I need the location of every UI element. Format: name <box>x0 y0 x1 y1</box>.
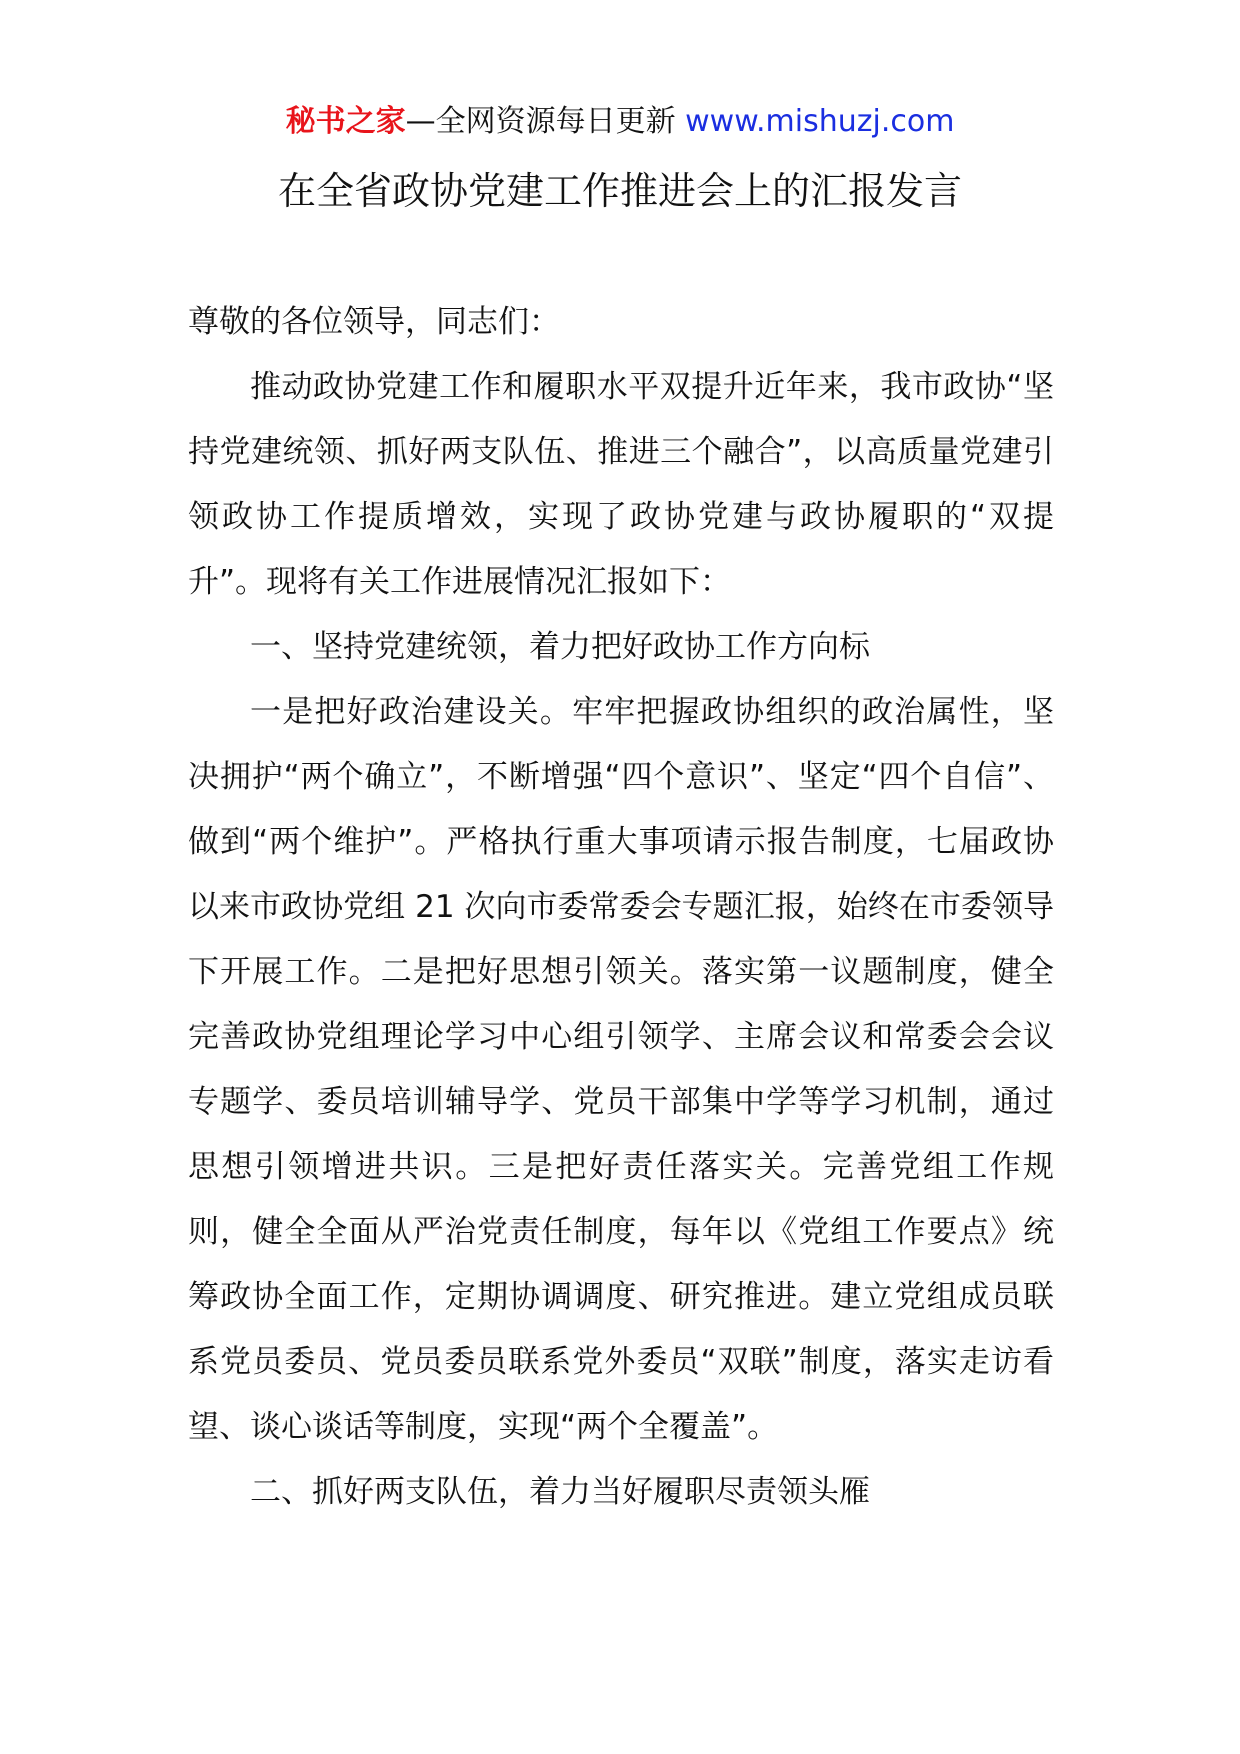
section-heading-2: 二、抓好两支队伍，着力当好履职尽责领头雁 <box>250 1474 870 1510</box>
section-heading-1: 一、坚持党建统领，着力把好政协工作方向标 <box>250 629 870 665</box>
document-body <box>188 290 1054 1525</box>
banner-slogan: —全网资源每日更新 <box>405 104 686 139</box>
paragraph-intro: 推动政协党建工作和履职水平双提升近年来，我市政协“坚持党建统领、抓好两支队伍、推进三个融合”，以高质量党建引领政协工作提质增效，实现了政协党建与政协履职的“双提升”。现将有关工作进展情况汇报如下： <box>188 369 1054 600</box>
banner-brand: 秘书之家 <box>285 104 406 139</box>
banner-url-link[interactable]: www.mishuzj.com <box>685 104 955 139</box>
document-title: 在全省政协党建工作推进会上的汇报发言 <box>277 169 962 213</box>
salutation: 尊敬的各位领导，同志们： <box>188 304 560 340</box>
paragraph-section-1: 一是把好政治建设关。牢牢把握政协组织的政治属性，坚决拥护“两个确立”，不断增强“四个意识”、坚定“四个自信”、做到“两个维护”。严格执行重大事项请示报告制度，七届政协以来市政协党组 21 次向市委常委会专题汇报，始终在市委领导下开展工作。二是把好思想引领关。落实第一议题制度，健全完善政协党组理论学习中心组引领学、主席会议和常委会会议专题学、委员培训辅导学、党员干部集中学等学习机制，通过思想引领增进共识。三是把好责任落实关。完善党组工作规则，健全全面从严治党责任制度，每年以《党组工作要点》统筹政协全面工作，定期协调调度、研究推进。建立党组成员联系党员委员、党员委员联系党外委员“双联”制度，落实走访看望、谈心谈话等制度，实现“两个全覆盖”。 <box>188 694 1054 1445</box>
site-banner <box>0 100 1240 144</box>
